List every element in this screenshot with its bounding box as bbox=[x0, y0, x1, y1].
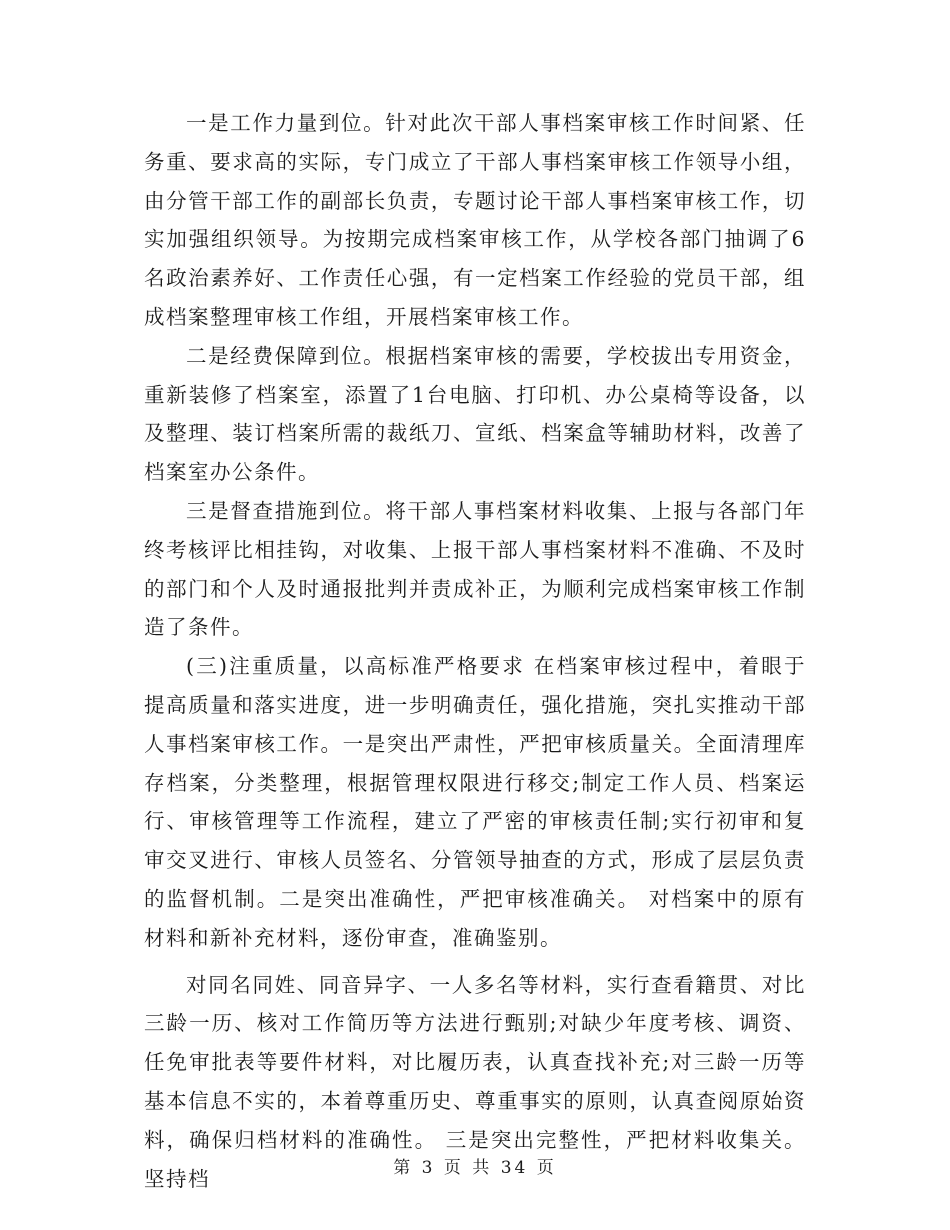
page-number-footer: 第 3 页 共 34 页 bbox=[393, 1158, 557, 1178]
paragraph-quality: (三)注重质量，以高标准严格要求 在档案审核过程中，着眼于提高质量和落实进度，进一步明确责任，强化措施，突扎实推动干部人事档案审核工作。一是突出严肃性，严把审核质量关。全面清理库存档案，分类整理，根据管理权限进行移交;制定工作人员、档案运行、审核管理等工作流程，建立了严密的审核责任制;实行初审和复审交叉进行、审核人员签名、分管领导抽查的方式，形成了层层负责的监督机制。二是突出准确性，严把审核准确关。 对档案中的原有材料和新补充材料，逐份审查，准确鉴别。 bbox=[144, 654, 806, 950]
paragraph-supervision: 三是督查措施到位。将干部人事档案材料收集、上报与各部门年终考核评比相挂钩，对收集、上报干部人事档案材料不准确、不及时的部门和个人及时通报批判并责成补正，为顺利完成档案审核工作制造了条件。 bbox=[144, 498, 806, 640]
paragraph-verification: 对同名同姓、同音异字、一人多名等材料，实行查看籍贯、对比三龄一历、核对工作简历等方法进行甄别;对缺少年度考核、调资、任免审批表等要件材料，对比履历表，认真查找补充;对三龄一历等基本信息不实的，本着尊重历史、尊重事实的原则，认真查阅原始资料，确保归档材料的准确性。 三是突出完整性，严把材料收集关。坚持档 bbox=[144, 972, 806, 1191]
paragraph-work-force: 一是工作力量到位。针对此次干部人事档案审核工作时间紧、任务重、要求高的实际，专门成立了干部人事档案审核工作领导小组，由分管干部工作的副部长负责，专题讨论干部人事档案审核工作，切实加强组织领导。为按期完成档案审核工作，从学校各部门抽调了6名政治素养好、工作责任心强，有一定档案工作经验的党员干部，组成档案整理审核工作组，开展档案审核工作。 bbox=[144, 111, 806, 329]
document-body bbox=[144, 104, 806, 1198]
paragraph-funding: 二是经费保障到位。根据档案审核的需要，学校拔出专用资金，重新装修了档案室，添置了1台电脑、打印机、办公桌椅等设备，以及整理、装订档案所需的裁纸刀、宣纸、档案盒等辅助材料，改善了档案室办公条件。 bbox=[144, 343, 806, 485]
